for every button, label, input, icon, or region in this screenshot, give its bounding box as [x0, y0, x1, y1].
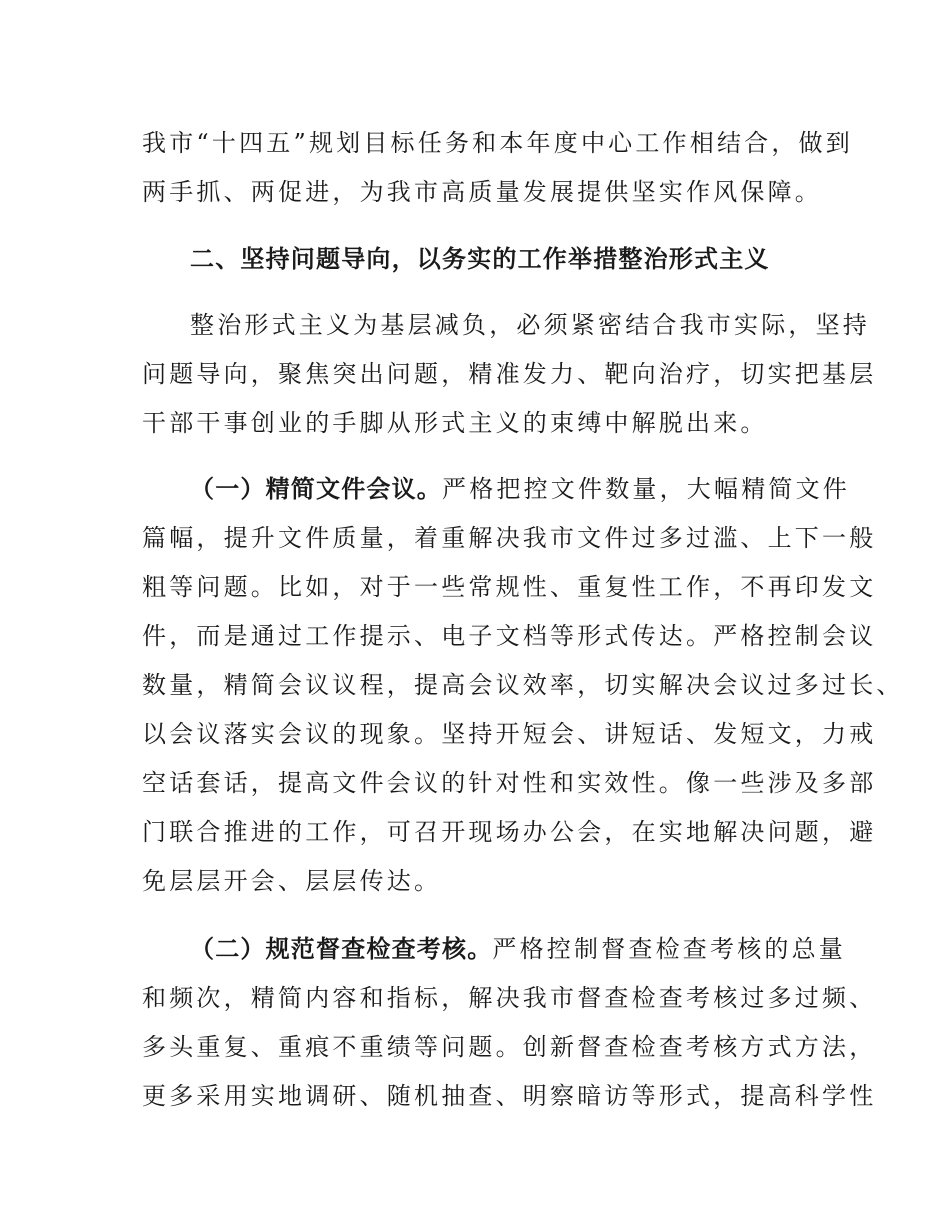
paragraph-line: 更多采用实地调研、随机抽查、明察暗访等形式，提高科学性: [142, 1082, 877, 1110]
paragraph-line: 整治形式主义为基层减负，必须紧密结合我市实际，坚持: [190, 311, 870, 339]
subsection-first-line: [190, 474, 850, 504]
paragraph-line: 空话套话，提高文件会议的针对性和实效性。像一些涉及多部: [142, 769, 877, 797]
paragraph-line: 多头重复、重痕不重绩等问题。创新督查检查考核方式方法，: [142, 1033, 877, 1061]
paragraph-line: 以会议落实会议的现象。坚持开短会、讲短话、发短文，力戒: [142, 720, 877, 748]
paragraph-text: 严格把控文件数量，大幅精简文件: [442, 475, 850, 503]
subsection-first-line: [190, 934, 846, 964]
paragraph-text: 严格控制督查检查考核的总量: [492, 935, 847, 963]
paragraph-line: 门联合推进的工作，可召开现场办公会，在实地解决问题，避: [142, 818, 877, 846]
paragraph-line: 和频次，精简内容和指标，解决我市督查检查考核过多过频、: [142, 984, 877, 1012]
paragraph-line: 问题导向，聚焦突出问题，精准发力、靶向治疗，切实把基层: [142, 360, 877, 388]
section-heading: 二、坚持问题导向，以务实的工作举措整治形式主义: [190, 245, 770, 273]
paragraph-line: 篇幅，提升文件质量，着重解决我市文件过多过滥、上下一般: [142, 524, 877, 552]
subsection-title: （一）精简文件会议。: [190, 475, 442, 503]
paragraph-line: 免层层开会、层层传达。: [142, 867, 442, 895]
paragraph-line: 件，而是通过工作提示、电子文档等形式传达。严格控制会议: [142, 622, 877, 650]
paragraph-line: 干部干事创业的手脚从形式主义的束缚中解脱出来。: [142, 409, 768, 437]
paragraph-line: 粗等问题。比如，对于一些常规性、重复性工作，不再印发文: [142, 573, 877, 601]
paragraph-line: 数量，精简会议议程，提高会议效率，切实解决会议过多过长、: [142, 671, 904, 699]
paragraph-line: 我市“十四五”规划目标任务和本年度中心工作相结合，做到: [142, 129, 853, 157]
subsection-title: （二）规范督查检查考核。: [190, 935, 493, 963]
paragraph-line: 两手抓、两促进，为我市高质量发展提供坚实作风保障。: [142, 178, 822, 206]
